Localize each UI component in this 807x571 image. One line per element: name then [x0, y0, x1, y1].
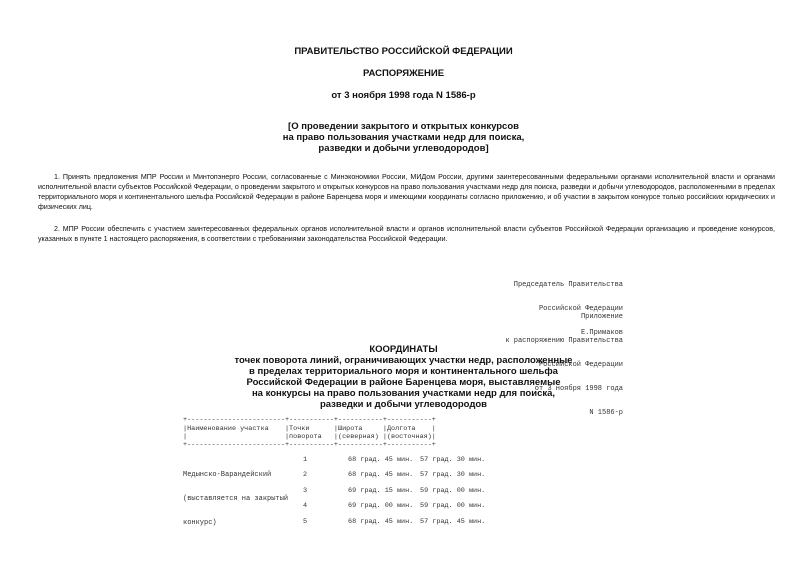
point-cell: 4 [303, 502, 308, 510]
signature-title: Председатель Правительства [513, 281, 623, 289]
appendix-date: от 3 ноября 1998 года [534, 385, 623, 393]
paragraph-1 [38, 172, 775, 212]
paragraph-1-text: 1. Принять предложения МПР России и Минтопэнерго России, согласованные с Минэкономики России, МИДом России, другими заинтересованными федеральными органами исполнительной власти и органами исполнительной власти субъектов Российской Федерации, о проведении закрытого и открытых конкурсов на право пользования участками недр для поиска, разведки и добычи углеводородов, расположенными в пределах территориального моря и континентального шельфа Российской Федерации в районе Баренцева моря и имеющими координаты согласно приложению, и об участии в закрытом конкурсе только российских юридических и физических лиц. [38, 173, 775, 211]
document-date-number: от 3 ноября 1998 года N 1586-р [331, 90, 476, 101]
latitude-cell: 68 град. 45 мин. [348, 471, 414, 479]
point-cell: 3 [303, 487, 308, 495]
coords-title-line-5: разведки и добычи углеводородов [319, 399, 488, 410]
coords-title-line-3: Российской Федерации в районе Баренцева моря, выставляемые [246, 377, 561, 388]
table-border-mid: +------------------------+-----------+-----------+-----------+ [183, 441, 436, 449]
document-type: РАСПОРЯЖЕНИЕ [362, 68, 445, 79]
document-subject-line-3: разведки и добычи углеводородов] [318, 143, 489, 154]
document-subject-line-2: на право пользования участками недр для поиска, [282, 132, 525, 143]
longitude-cell: 57 град. 45 мин. [420, 518, 486, 526]
coords-title-line-1: точек поворота линий, ограничивающих участки недр, расположенные [234, 355, 573, 366]
document-subject-line-1: [О проведении закрытого и открытых конкурсов [288, 121, 519, 132]
table-border-top: +------------------------+-----------+-----------+-----------+ [183, 416, 436, 424]
latitude-cell: 69 град. 15 мин. [348, 487, 414, 495]
longitude-cell: 59 град. 00 мин. [420, 487, 486, 495]
point-cell: 5 [303, 518, 308, 526]
signature-country: Российской Федерации [538, 305, 623, 313]
table-header-row-2: | |поворота |(северная) |(восточная)| [183, 433, 436, 441]
latitude-cell: 68 град. 45 мин. [348, 456, 414, 464]
latitude-cell: 68 град. 45 мин. [348, 518, 414, 526]
point-cell: 1 [303, 456, 308, 464]
longitude-cell: 59 град. 00 мин. [420, 502, 486, 510]
appendix-label: Приложение [580, 313, 623, 321]
table-header-row-1: |Наименование участка |Точки |Широта |Долгота | [183, 425, 436, 433]
site-name-line-3: конкурс) [183, 519, 217, 527]
point-cell: 2 [303, 471, 308, 479]
coords-heading: КООРДИНАТЫ [369, 344, 438, 355]
appendix-country: Российской Федерации [538, 361, 623, 369]
site-name-line-1: Медынско-Варандейский [183, 471, 272, 479]
paragraph-2 [38, 224, 775, 244]
longitude-cell: 57 град. 30 мин. [420, 456, 486, 464]
signature-name: Е.Примаков [580, 329, 623, 337]
latitude-cell: 69 град. 00 мин. [348, 502, 414, 510]
coords-title-line-2: в пределах территориального моря и континентального шельфа [249, 366, 558, 377]
longitude-cell: 57 град. 30 мин. [420, 471, 486, 479]
paragraph-2-text: 2. МПР России обеспечить с участием заинтересованных федеральных органов исполнительной власти и органов исполнительной власти субъектов Российской Федерации организацию и проведение конкурсов, указанных в пункте 1 настоящего распоряжения, в соответствии с требованиями законодательства Российской Федерации. [38, 225, 775, 243]
government-title: ПРАВИТЕЛЬСТВО РОССИЙСКОЙ ФЕДЕРАЦИИ [294, 46, 513, 57]
appendix-number: N 1586-р [589, 409, 623, 417]
coords-title-line-4: на конкурсы на право пользования участками недр для поиска, [251, 388, 556, 399]
site-name-line-2: (выставляется на закрытый [183, 495, 289, 503]
appendix-ref: к распоряжению Правительства [505, 337, 623, 345]
site-name [183, 455, 288, 535]
